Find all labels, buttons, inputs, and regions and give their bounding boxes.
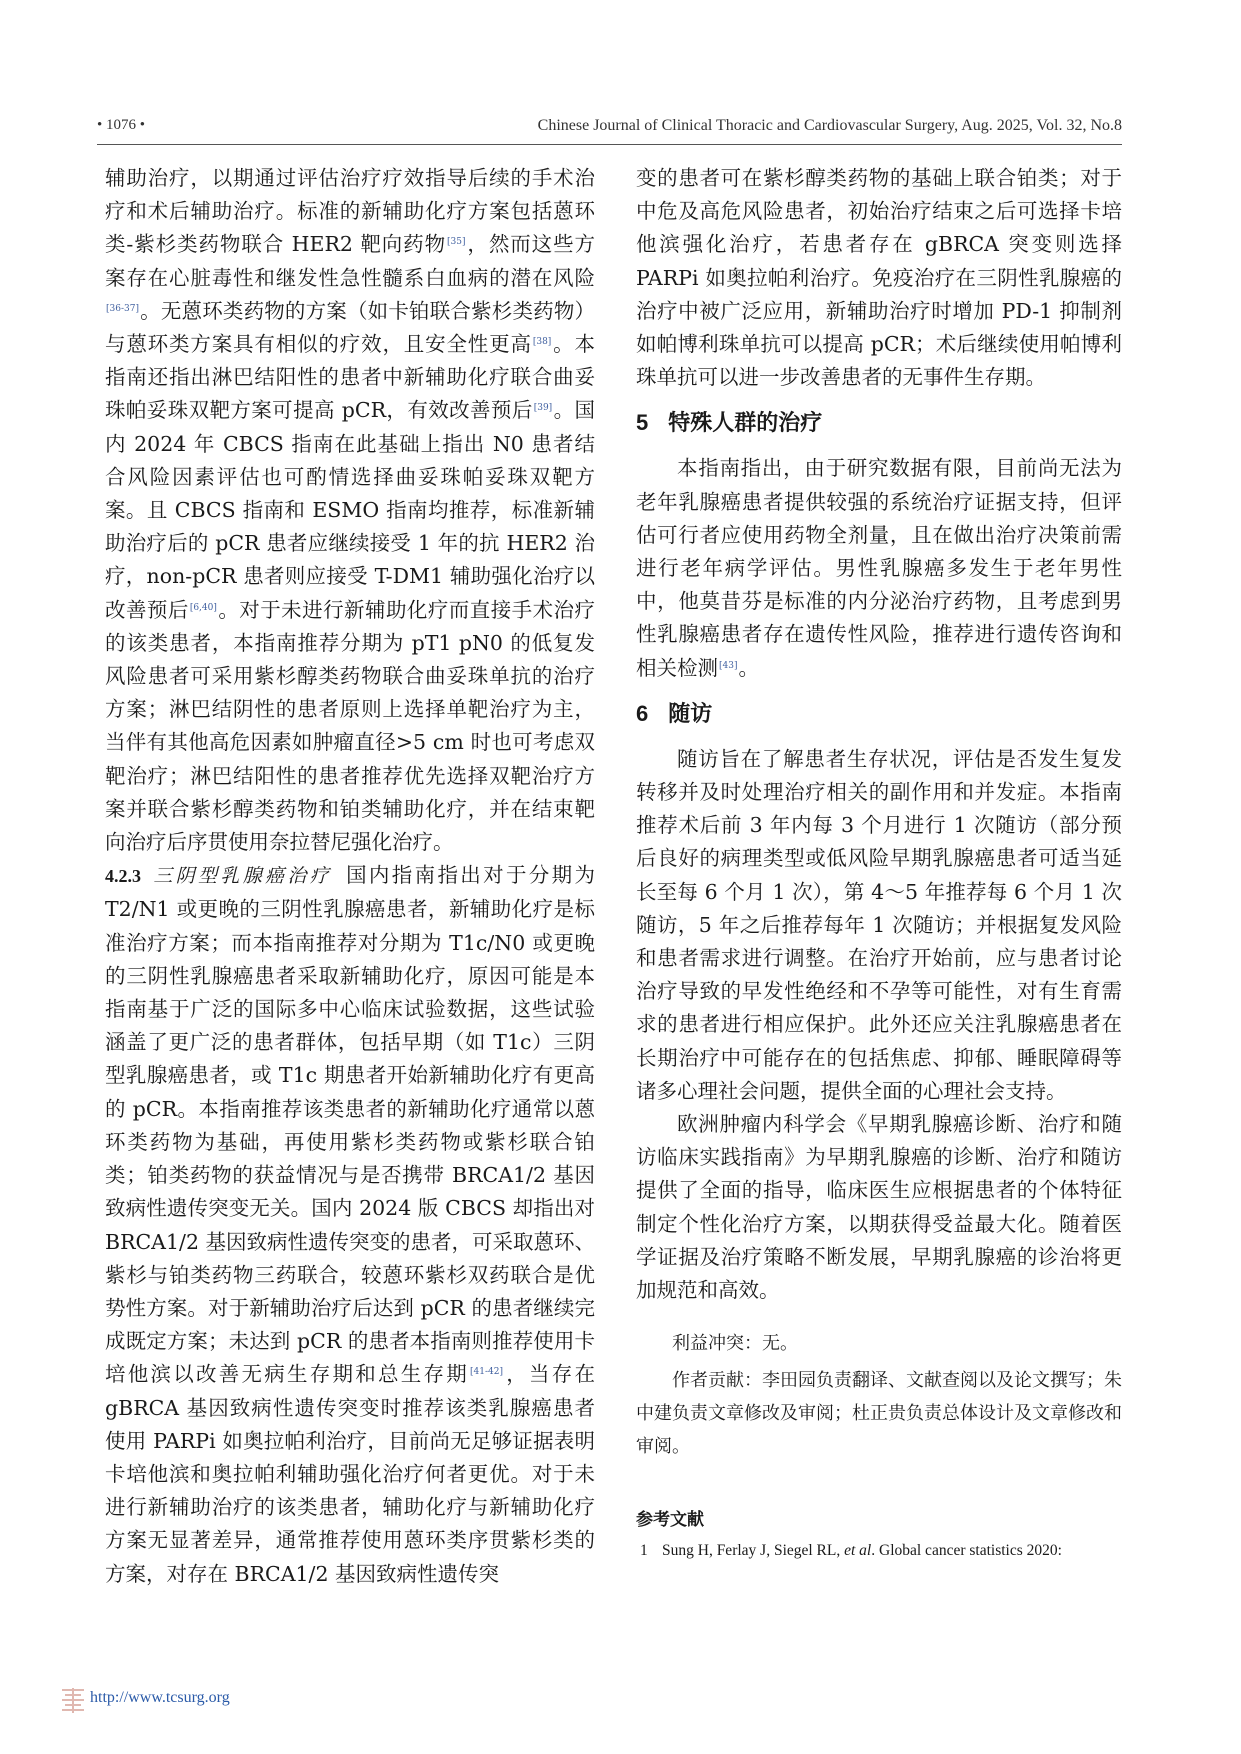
citation-link[interactable]: [38] <box>532 337 552 348</box>
author-contributions: 作者贡献：李田园负责翻译、文献查阅以及论文撰写；朱中建负责文章修改及审阅；杜正贵负责总体设计及文章修改和审阅。 <box>636 1370 1122 1458</box>
citation-link[interactable]: [35] <box>447 237 466 248</box>
citation-link[interactable]: [43] <box>719 660 738 671</box>
paragraph-triple-negative: 4.2.3 三阴型乳腺癌治疗 国内指南指出对于分期为 T2/N1 或更晚的三阴性乳腺癌患者，新辅助化疗是标准治疗方案；而本指南推荐对分期为 T1c/N0 或更晚的三阴性乳腺癌患者采取新辅助化疗，原因可能是本指南基于广泛的国际多中心临床试验数据，这些试验涵盖了更广泛的患者群体，包括早期（如 T1c）三阴型乳腺癌患者，或 T1c 期患者开始新辅助化疗有更高的 pCR。本指南推荐该类患者的新辅助化疗通常以蒽环类药物为基础，再使用紫杉类药物或紫杉联合铂类；铂类药物的获益情况与是否携带 BRCA1/2 基因致病性遗传突变无关。国内 2024 版 CBCS 却指出对 BRCA1/2 基因致病性遗传突变的患者，可采取蒽环、紫杉与铂类药物三药联合，较蒽环紫杉双药联合是优势性方案。对于新辅助治疗后达到 pCR 的患者继续完成既定方案；未达到 pCR 的患者本指南则推荐使用卡培他滨以改善无病生存期和总生存期[41-42]，当存在 gBRCA 基因致病性遗传突变时推荐该类乳腺癌患者使用 PARPi 如奥拉帕利治疗，目前尚无足够证据表明卡培他滨和奥拉帕利辅助强化治疗何者更优。对于未进行新辅助治疗的该类患者，辅助化疗与新辅助化疗方案无显著差异，通常推荐使用蒽环类序贯紫杉类的方案，对存在 BRCA1/2 基因致病性遗传突 <box>105 863 596 1586</box>
page-number: • 1076 • <box>97 117 146 133</box>
citation-link[interactable]: [6,40] <box>189 602 217 613</box>
reference-item: 1 Sung H, Ferlay J, Siegel RL, et al. Global cancer statistics 2020: <box>640 1542 1062 1560</box>
citation-link[interactable]: [41-42] <box>470 1367 503 1378</box>
section-heading-6: 6 随访 <box>636 700 713 727</box>
left-column <box>105 162 595 1591</box>
subsection-title: 三阴型乳腺癌治疗 <box>151 865 333 888</box>
journal-website-link[interactable]: http://www.tcsurg.org <box>90 1689 230 1706</box>
header-divider <box>97 144 1122 145</box>
paragraph-conclusion: 欧洲肿瘤内科学会《早期乳腺癌诊断、治疗和随访临床实践指南》为早期乳腺癌的诊断、治疗和随访提供了全面的指导，临床医生应根据患者的个体特征制定个性化治疗方案，以期获得受益最大化。随着医学证据及治疗策略不断发展，早期乳腺癌的诊治将更加规范和高效。 <box>636 1112 1122 1303</box>
citation-link[interactable]: [39] <box>533 403 553 414</box>
paragraph-her2-treatment: 辅助治疗，以期通过评估治疗疗效指导后续的手术治疗和术后辅助治疗。标准的新辅助化疗方案包括蒽环类-紫杉类药物联合 HER2 靶向药物[35]，然而这些方案存在心脏毒性和继发性急性髓系白血病的潜在风险[36-37]。无蒽环类药物的方案（如卡铂联合紫杉类药物）与蒽环类方案具有相似的疗效，且安全性更高[38]。本指南还指出淋巴结阳性的患者中新辅助化疗联合曲妥珠帕妥珠双靶方案可提高 pCR，有效改善预后[39]。国内 2024 年 CBCS 指南在此基础上指出 N0 患者结合风险因素评估也可酌情选择曲妥珠帕妥珠双靶方案。且 CBCS 指南和 ESMO 指南均推荐，标准新辅助治疗后的 pCR 患者应继续接受 1 年的抗 HER2 治疗，non-pCR 患者则应接受 T-DM1 辅助强化治疗以改善预后[6,40]。对于未进行新辅助化疗而直接手术治疗的该类患者，本指南推荐分期为 pT1 pN0 的低复发风险患者可采用紫杉醇类药物联合曲妥珠单抗的治疗方案；淋巴结阴性的患者原则上选择单靶治疗为主，当伴有其他高危因素如肿瘤直径>5 cm 时也可考虑双靶治疗；淋巴结阳性的患者推荐优先选择双靶治疗方案并联合紫杉醇类药物和铂类辅助化疗，并在结束靶向治疗后序贯使用奈拉替尼强化治疗。 <box>105 166 596 855</box>
journal-header: Chinese Journal of Clinical Thoracic and Cardiovascular Surgery, Aug. 2025, Vol. 32, No.8 <box>537 117 1122 134</box>
references-heading: 参考文献 <box>636 1510 704 1531</box>
paragraph-special-populations: 本指南指出，由于研究数据有限，目前尚无法为老年乳腺癌患者提供较强的系统治疗证据支持，但评估可行者应使用药物全剂量，且在做出治疗决策前需进行老年病学评估。男性乳腺癌多发生于老年男性中，他莫昔芬是标准的内分泌治疗药物，且考虑到男性乳腺癌患者存在遗传性风险，推荐进行遗传咨询和相关检测[43]。 <box>636 456 1122 680</box>
declarations <box>636 1327 1122 1463</box>
citation-link[interactable]: [36-37] <box>106 303 139 314</box>
journal-logo-icon <box>60 1686 86 1714</box>
subsection-number: 4.2.3 <box>105 866 141 887</box>
section-heading-5: 5 特殊人群的治疗 <box>636 410 823 437</box>
right-column <box>636 162 1122 1563</box>
paragraph-immunotherapy: 变的患者可在紫杉醇类药物的基础上联合铂类；对于中危及高危风险患者，初始治疗结束之后可选择卡培他滨强化治疗，若患者存在 gBRCA 突变则选择 PARPi 如奥拉帕利治疗。免疫治疗在三阴性乳腺癌的治疗中被广泛应用，新辅助治疗时增加 PD-1 抑制剂如帕博利珠单抗可以提高 pCR；术后继续使用帕博利珠单抗可以进一步改善患者的无事件生存期。 <box>636 166 1122 390</box>
conflict-of-interest: 利益冲突：无。 <box>672 1333 798 1355</box>
paragraph-follow-up: 随访旨在了解患者生存状况，评估是否发生复发转移并及时处理治疗相关的副作用和并发症。本指南推荐术后前 3 年内每 3 个月进行 1 次随访（部分预后良好的病理类型或低风险早期乳腺癌患者可适当延长至每 6 个月 1 次），第 4～5 年推荐每 6 个月 1 次随访，5 年之后推荐每年 1 次随访；并根据复发风险和患者需求进行调整。在治疗开始前，应与患者讨论治疗导致的早发性绝经和不孕等可能性，对有生育需求的患者进行相应保护。此外还应关注乳腺癌患者在长期治疗中可能存在的包括焦虑、抑郁、睡眠障碍等诸多心理社会问题，提供全面的心理社会支持。 <box>636 746 1122 1103</box>
